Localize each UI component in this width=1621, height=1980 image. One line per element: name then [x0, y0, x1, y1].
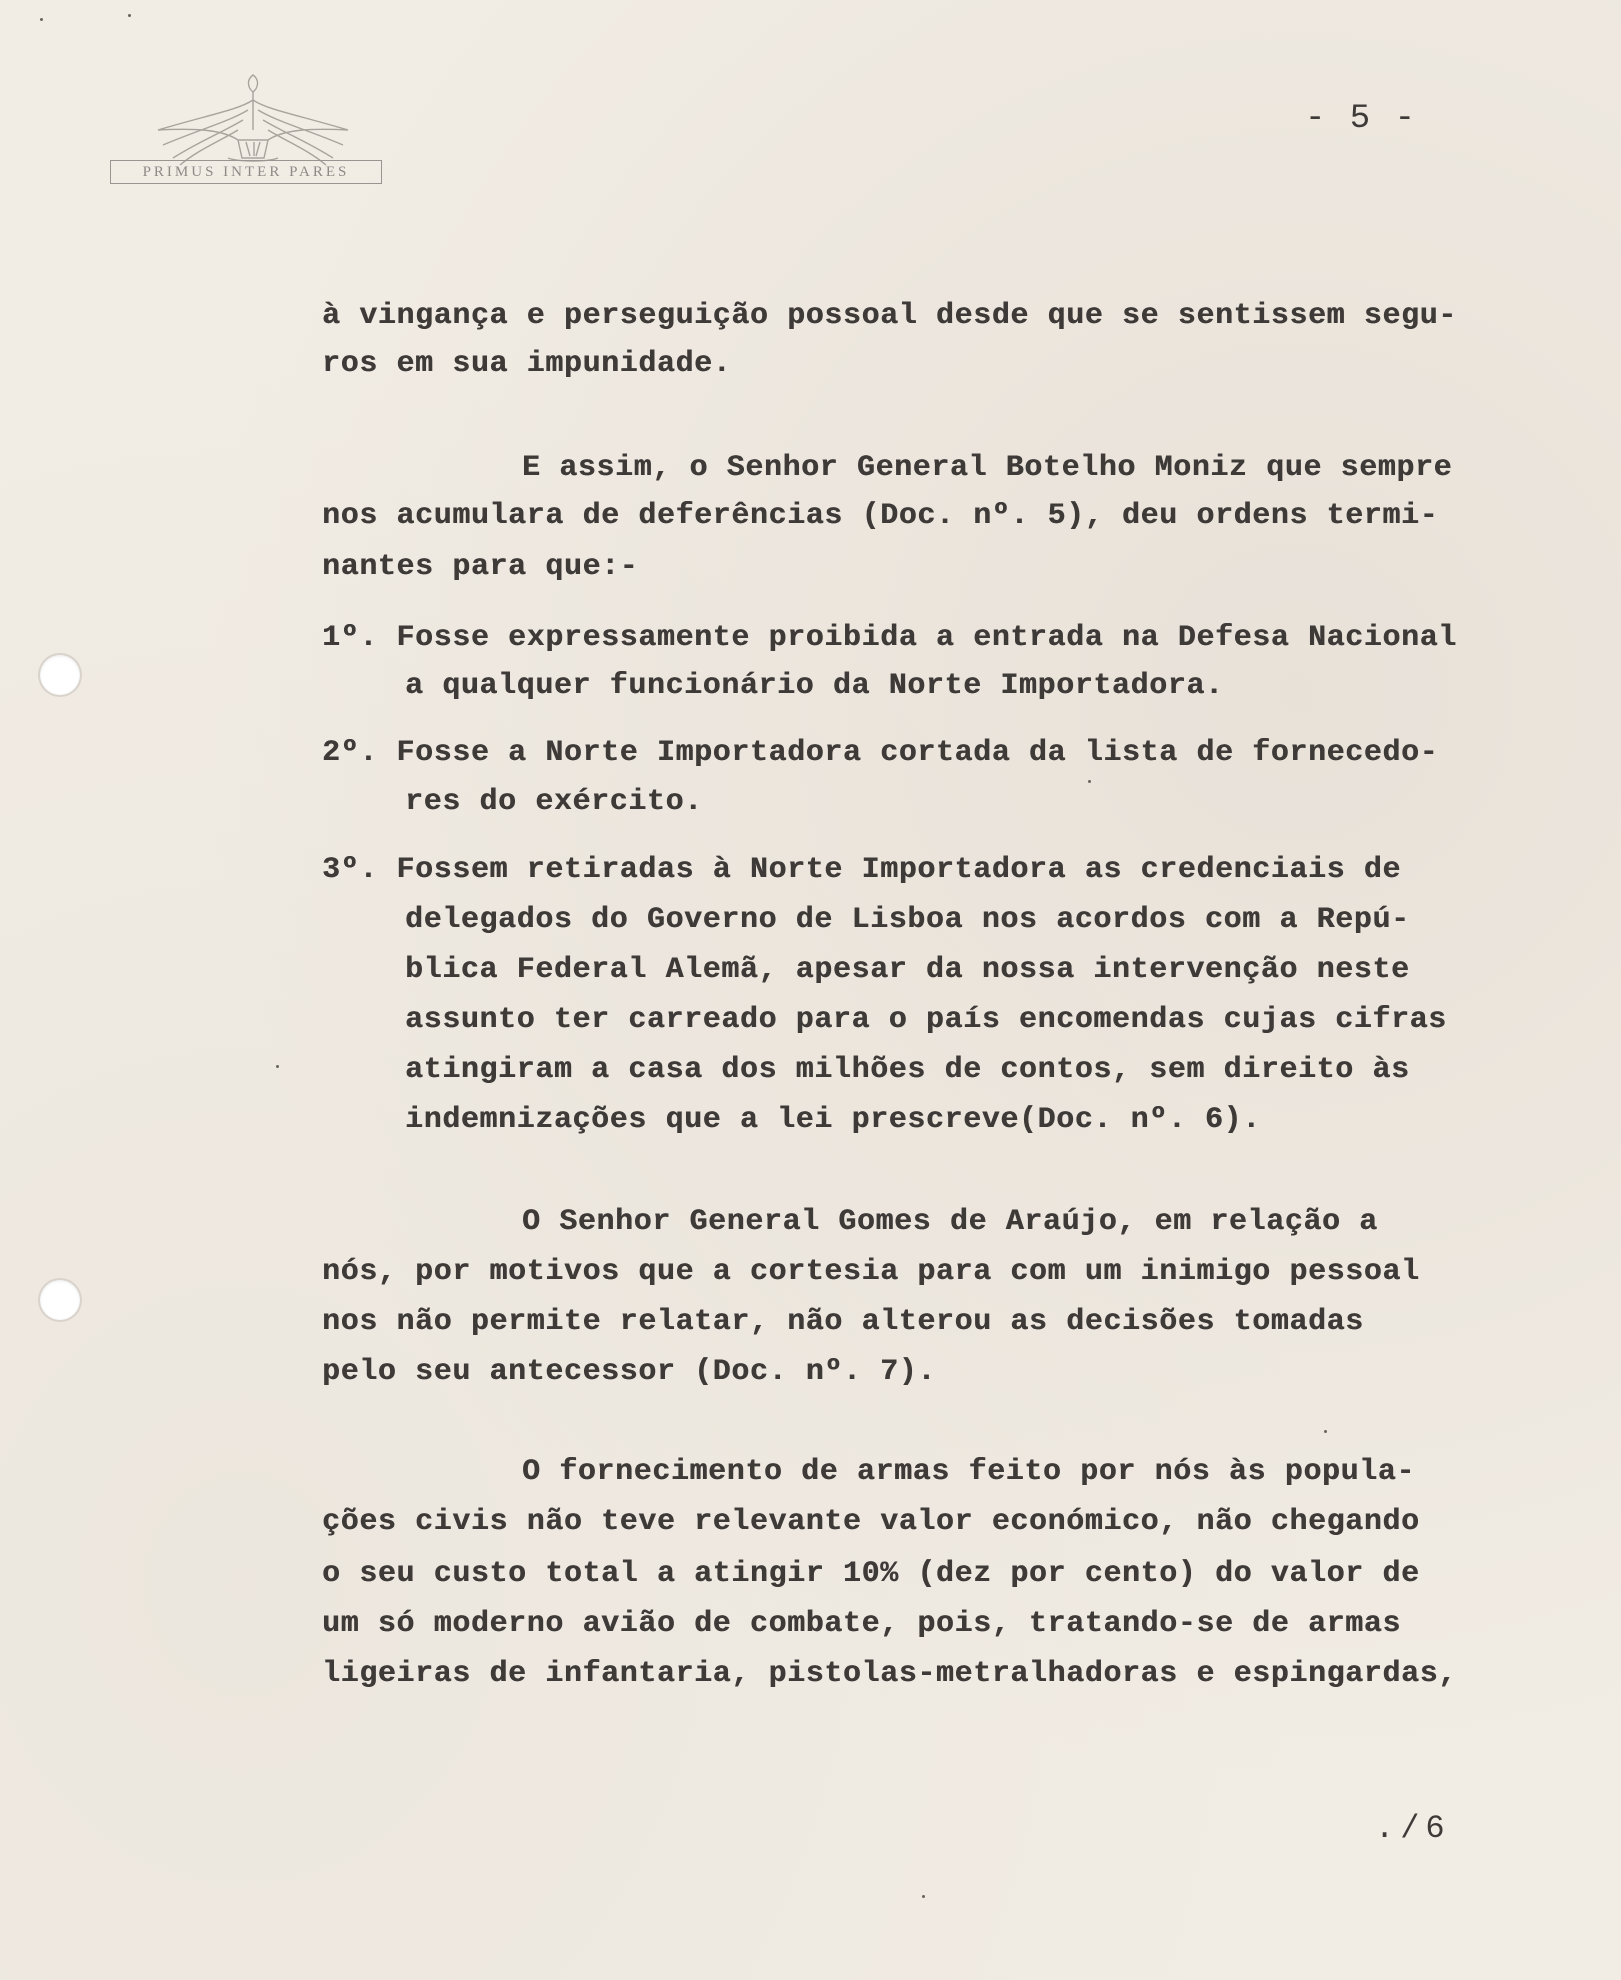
list-item: 2º. Fosse a Norte Importadora cortada da lista de fornecedo- [322, 736, 1439, 770]
text-line: ligeiras de infantaria, pistolas-metralhadoras e espingardas, [322, 1657, 1457, 1691]
text-line: assunto ter carreado para o país encomendas cujas cifras [405, 1003, 1447, 1037]
text-line: nantes para que:- [322, 550, 639, 584]
text-line: a qualquer funcionário da Norte Importadora. [405, 669, 1224, 703]
list-item: 1º. Fosse expressamente proibida a entrada na Defesa Nacional [322, 621, 1457, 655]
text-line: O fornecimento de armas feito por nós às popula- [522, 1455, 1415, 1489]
list-item: 3º. Fossem retiradas à Norte Importadora as credenciais de [322, 853, 1401, 887]
letterhead-motto: PRIMUS INTER PARES [110, 160, 382, 184]
text-line: O Senhor General Gomes de Araújo, em relação a [522, 1205, 1378, 1239]
text-line: delegados do Governo de Lisboa nos acordos com a Repú- [405, 903, 1410, 937]
continuation-marker: ./6 [1375, 1810, 1451, 1847]
ink-speck [922, 1895, 925, 1898]
text-line: ros em sua impunidade. [322, 347, 732, 381]
text-line: indemnizações que a lei prescreve(Doc. nº. 6). [405, 1103, 1261, 1137]
ink-speck [128, 14, 131, 17]
punch-hole-bottom [40, 1280, 80, 1320]
page-number: - 5 - [1305, 100, 1418, 138]
text-line: à vingança e perseguição possoal desde que se sentissem segu- [322, 299, 1457, 333]
text-line: E assim, o Senhor General Botelho Moniz que sempre [522, 451, 1453, 485]
text-line: um só moderno avião de combate, pois, tratando-se de armas [322, 1607, 1401, 1641]
text-line: pelo seu antecessor (Doc. nº. 7). [322, 1355, 936, 1389]
text-line: nos não permite relatar, não alterou as decisões tomadas [322, 1305, 1364, 1339]
text-line: blica Federal Alemã, apesar da nossa intervenção neste [405, 953, 1410, 987]
text-line: nós, por motivos que a cortesia para com um inimigo pessoal [322, 1255, 1420, 1289]
text-line: nos acumulara de deferências (Doc. nº. 5), deu ordens termi- [322, 499, 1439, 533]
text-line: ções civis não teve relevante valor económico, não chegando [322, 1505, 1420, 1539]
ink-speck [1088, 780, 1091, 783]
punch-hole-top [40, 655, 80, 695]
ink-speck [40, 18, 43, 21]
ink-speck [1324, 1430, 1327, 1433]
text-line: res do exército. [405, 785, 703, 819]
text-line: atingiram a casa dos milhões de contos, sem direito às [405, 1053, 1410, 1087]
ink-speck [276, 1065, 279, 1068]
text-line: o seu custo total a atingir 10% (dez por cento) do valor de [322, 1557, 1420, 1591]
